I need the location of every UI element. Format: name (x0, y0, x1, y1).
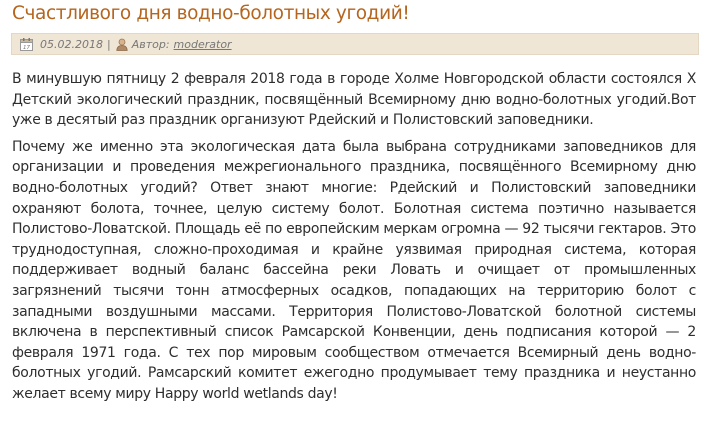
article-body (12, 69, 696, 411)
meta-separator: | (106, 37, 111, 51)
calendar-icon (20, 38, 33, 51)
author-label: Автор: (131, 37, 170, 51)
article-title[interactable]: Счастливого дня водно-болотных угодий! (12, 3, 410, 24)
user-icon (116, 38, 128, 51)
article-meta-bar (11, 33, 699, 55)
article-paragraph-1: В минувшую пятницу 2 февраля 2018 года в городе Холме Новгородской области состоялся X Детский экологический праздник, посвящённый Всемирному дню водно-болотных угодий.Вот уже в десятый раз праздник организуют Рдейский и Полистовский заповедники. (12, 71, 696, 129)
svg-text:17: 17 (23, 44, 30, 51)
article-date: 05.02.2018 (40, 37, 103, 51)
author-link[interactable]: moderator (173, 37, 232, 51)
article-paragraph-2: Почему же именно эта экологическая дата была выбрана сотрудниками заповедников для организации и проведения межрегионального праздника, посвящённого Всемирному дню водно-болотных угодий? Ответ знают многие: Рдейский и Полистовский заповедники охраняют болота, точнее, целую систему болот. Болотная система поэтично называется Полистово-Ловатской. Площадь её по европейским меркам огромна — 92 тысячи гектаров. Это труднодоступная, сложно-проходимая и крайне уязвимая природная система, которая поддерживает водный баланс бассейна реки Ловать и очищает от промышленных загрязнений тысячи тонн атмосферных осадков, попадающих на территорию болот с западными воздушными массами. Территория Полистово-Ловатской болотной системы включена в перспективный список Рамсарской Конвенции, день подписания которой — 2 февраля 1971 года. С тех пор мировым сообществом отмечается Всемирный день водно-болотных угодий. Рамсарский комитет ежегодно продумывает тему праздника и неустанно желает всему миру Happy world wetlands day! (12, 138, 696, 402)
